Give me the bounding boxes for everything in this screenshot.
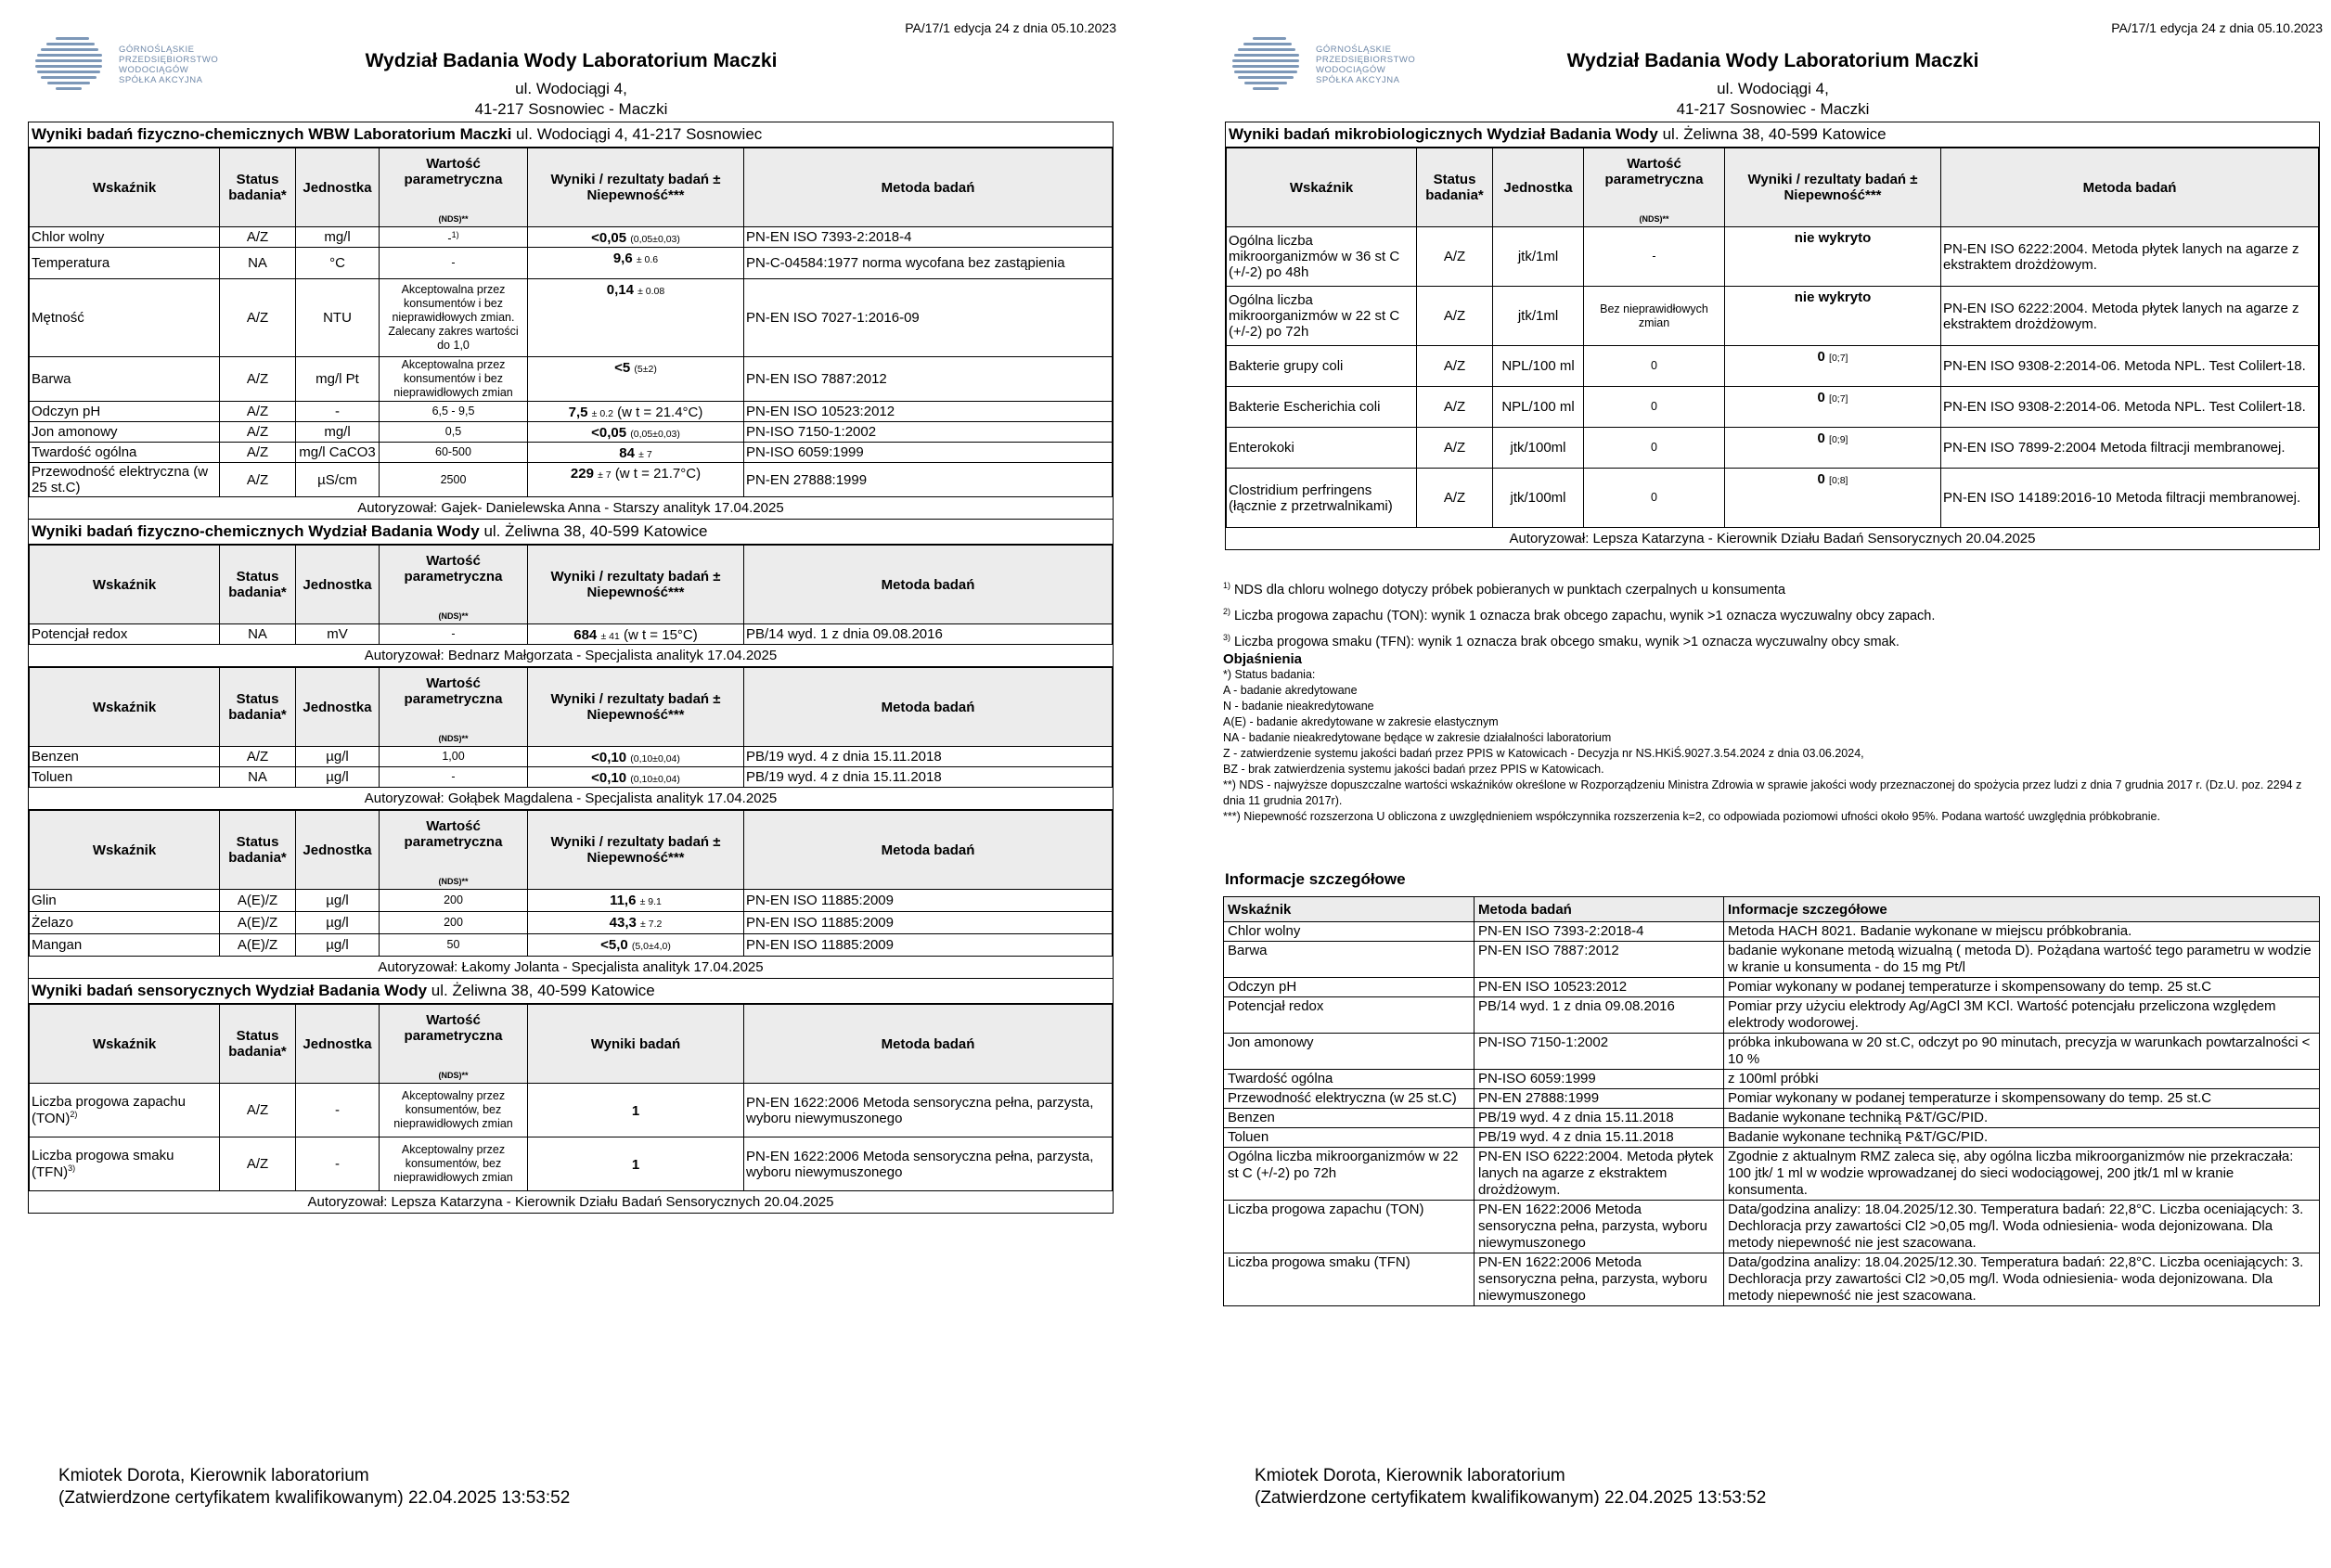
cell-nds: - — [1584, 227, 1725, 287]
info-row — [1224, 1109, 2320, 1128]
cell-wynik: 9,6 ± 0.6 — [528, 248, 744, 279]
cell-wynik: 684 ± 41 (w t = 15°C) — [528, 624, 744, 645]
cell-jednostka: mg/l — [296, 227, 380, 248]
cell-status: A/Z — [220, 443, 296, 463]
cell-nds: - — [380, 248, 528, 279]
table-row — [1227, 469, 2319, 528]
info-metoda: PN-ISO 7150-1:2002 — [1475, 1034, 1724, 1070]
info-wskaznik: Liczba progowa zapachu (TON) — [1224, 1201, 1475, 1253]
table-row — [30, 747, 1113, 767]
cell-jednostka: µg/l — [296, 912, 380, 934]
header-metoda: Metoda badań — [744, 668, 1113, 747]
cell-nds: - — [380, 767, 528, 788]
info-metoda: PN-EN ISO 10523:2012 — [1475, 978, 1724, 997]
cell-metoda: PN-EN 27888:1999 — [744, 463, 1113, 497]
header-wartosc: Wartość parametryczna (NDS)** — [380, 546, 528, 624]
cell-wynik: 0 [0;8] — [1725, 469, 1941, 528]
cell-wynik: 11,6 ± 9.1 — [528, 890, 744, 912]
cell-metoda: PN-EN ISO 7393-2:2018-4 — [744, 227, 1113, 248]
explanation-line: A(E) - badanie akredytowane w zakresie elastycznym — [1223, 715, 1499, 728]
info-szczegoly: Pomiar wykonany w podanej temperaturze i skompensowany do temp. 25 st.C — [1724, 1089, 2320, 1109]
table-row — [30, 279, 1113, 357]
cell-status: A/Z — [220, 747, 296, 767]
lab-address-line2: 41-217 Sosnowiec - Maczki — [474, 100, 668, 118]
detail-info-title: Informacje szczegółowe — [1225, 870, 1406, 888]
explanations-title: Objaśnienia — [1223, 651, 1303, 667]
cell-wynik: 1 — [528, 1137, 744, 1191]
cell-wynik: 7,5 ± 0.2 (w t = 21.4°C) — [528, 402, 744, 422]
cell-wskaznik: Mangan — [30, 934, 220, 957]
cell-nds: 2500 — [380, 463, 528, 497]
cell-metoda: PN-EN ISO 11885:2009 — [744, 912, 1113, 934]
info-metoda: PB/19 wyd. 4 z dnia 15.11.2018 — [1475, 1128, 1724, 1148]
cell-wskaznik: Potencjał redox — [30, 624, 220, 645]
cell-wskaznik: Chlor wolny — [30, 227, 220, 248]
explanation-line: BZ - brak zatwierdzenia systemu jakości badań przez PPIS w Katowicach. — [1223, 763, 1604, 776]
info-row — [1224, 1034, 2320, 1070]
cell-wskaznik: Temperatura — [30, 248, 220, 279]
cell-nds: 200 — [380, 890, 528, 912]
info-wskaznik: Ogólna liczba mikroorganizmów w 22 st C (+/-2) po 72h — [1224, 1148, 1475, 1201]
cell-jednostka: - — [296, 1084, 380, 1137]
footnote-3: $^{3)}$ Liczba progowa smaku (TFN): wynik 1 oznacza brak obcego smaku, wynik >1 oznacza wyczuwalny obcy smak. — [1223, 632, 1900, 649]
cell-metoda: PN-EN ISO 10523:2012 — [744, 402, 1113, 422]
info-row — [1224, 978, 2320, 997]
cell-status: A/Z — [220, 1137, 296, 1191]
info-wskaznik: Twardość ogólna — [1224, 1070, 1475, 1089]
info-row — [1224, 1070, 2320, 1089]
table-row — [1227, 346, 2319, 387]
cell-wskaznik: Toluen — [30, 767, 220, 788]
header-jednostka: Jednostka — [1493, 148, 1584, 227]
author-s3: Autoryzował: Gołąbek Magdalena - Specjalista analityk 17.04.2025 — [29, 788, 1113, 810]
header-wskaznik: Wskaźnik — [1227, 148, 1417, 227]
cell-nds: 1,00 — [380, 747, 528, 767]
cell-jednostka: µg/l — [296, 767, 380, 788]
cell-wynik: <5 (5±2) — [528, 357, 744, 402]
cell-wskaznik: Bakterie grupy coli — [1227, 346, 1417, 387]
header-jednostka: Jednostka — [296, 546, 380, 624]
author-s2: Autoryzował: Bednarz Małgorzata - Specjalista analityk 17.04.2025 — [29, 645, 1113, 667]
header-wyniki: Wyniki / rezultaty badań ± Niepewność*** — [528, 668, 744, 747]
cell-jednostka: µg/l — [296, 934, 380, 957]
cell-wynik: 1 — [528, 1084, 744, 1137]
lab-address-line2: 41-217 Sosnowiec - Maczki — [1676, 100, 1870, 118]
explanations — [1223, 651, 2318, 825]
header-metoda: Metoda badań — [744, 546, 1113, 624]
info-row — [1224, 1089, 2320, 1109]
cell-metoda: PN-EN 1622:2006 Metoda sensoryczna pełna, parzysta, wyboru niewymuszonego — [744, 1084, 1113, 1137]
info-szczegoly: próbka inkubowana w 20 st.C, odczyt po 90 minutach, precyzja w warunkach powtarzalności < 10 % — [1724, 1034, 2320, 1070]
cell-jednostka: °C — [296, 248, 380, 279]
explanation-line: N - badanie nieakredytowane — [1223, 700, 1374, 713]
cell-jednostka: - — [296, 402, 380, 422]
cell-status: NA — [220, 248, 296, 279]
header-status: Status badania* — [220, 148, 296, 227]
table-row — [30, 912, 1113, 934]
section-title-sensory: Wyniki badań sensorycznych Wydział Badania Wody ul. Żeliwna 38, 40-599 Katowice — [29, 979, 1113, 1004]
table-row — [30, 422, 1113, 443]
header-jednostka: Jednostka — [296, 811, 380, 890]
header-jednostka: Jednostka — [296, 1005, 380, 1084]
table-row — [30, 624, 1113, 645]
info-row — [1224, 942, 2320, 978]
cell-nds: 60-500 — [380, 443, 528, 463]
info-row — [1224, 1201, 2320, 1253]
header-jednostka: Jednostka — [296, 148, 380, 227]
cell-metoda: PN-EN ISO 7027-1:2016-09 — [744, 279, 1113, 357]
header-wartosc: Wartość parametryczna (NDS)** — [380, 811, 528, 890]
cell-metoda: PN-EN ISO 11885:2009 — [744, 934, 1113, 957]
cell-nds: Akceptowalna przez konsumentów i bez nieprawidłowych zmian. Zalecany zakres wartości do 1,0 — [380, 279, 528, 357]
cell-metoda: PN-EN ISO 6222:2004. Metoda płytek lanych na agarze z ekstraktem drożdżowym. — [1941, 227, 2319, 287]
cell-wynik: 84 ± 7 — [528, 443, 744, 463]
cell-status: A/Z — [1417, 428, 1493, 469]
info-wskaznik: Przewodność elektryczna (w 25 st.C) — [1224, 1089, 1475, 1109]
cell-status: A/Z — [1417, 287, 1493, 346]
cell-status: A(E)/Z — [220, 934, 296, 957]
footnote-1: $^{1)}$ NDS dla chloru wolnego dotyczy próbek pobieranych w punktach czerpalnych u konsumenta — [1223, 581, 1786, 598]
cell-metoda: PN-EN ISO 7899-2:2004 Metoda filtracji membranowej. — [1941, 428, 2319, 469]
explanation-line: A - badanie akredytowane — [1223, 684, 1358, 697]
info-wskaznik: Odczyn pH — [1224, 978, 1475, 997]
cell-wskaznik: Twardość ogólna — [30, 443, 220, 463]
info-header-row: Wskaźnik Metoda badań Informacje szczegółowe — [1224, 897, 2320, 922]
table-row — [30, 357, 1113, 402]
header-wskaznik: Wskaźnik — [30, 1005, 220, 1084]
cell-status: NA — [220, 767, 296, 788]
cell-status: A/Z — [220, 1084, 296, 1137]
header-wyniki: Wyniki badań — [528, 1005, 744, 1084]
info-wskaznik: Potencjał redox — [1224, 997, 1475, 1034]
explanations-body — [1223, 667, 2318, 825]
cell-jednostka: jtk/1ml — [1493, 227, 1584, 287]
header-wartosc: Wartość parametryczna (NDS)** — [380, 1005, 528, 1084]
footnotes — [1223, 575, 1935, 652]
header-wskaznik: Wskaźnik — [30, 668, 220, 747]
header-wartosc: Wartość parametryczna (NDS)** — [380, 668, 528, 747]
header-metoda: Metoda badań — [1941, 148, 2319, 227]
logo-text: GÓRNOŚLĄSKIE PRZEDSIĘBIORSTWO WODOCIĄGÓW SPÓŁKA AKCYJNA — [119, 45, 219, 85]
table-row — [30, 934, 1113, 957]
explanation-line: **) NDS - najwyższe dopuszczalne wartości wskaźników określone w Rozporządzeniu Ministra Zdrowia w sprawie jakości wody przeznaczonej do spożycia przez ludzi z dnia 7 grudnia 2017 r. (Dz.U. poz. 2294 z dnia 11 grudnia 2017r). — [1223, 778, 2302, 807]
table-row — [1227, 428, 2319, 469]
info-szczegoly: Pomiar przy użyciu elektrody Ag/AgCl 3M KCl. Wartość potencjału przeliczona względem elektrody wodorowej. — [1724, 997, 2320, 1034]
table-row — [30, 1137, 1113, 1191]
info-metoda: PN-EN 1622:2006 Metoda sensoryczna pełna, parzysta, wyboru niewymuszonego — [1475, 1253, 1724, 1306]
table-row — [30, 890, 1113, 912]
header-wartosc: Wartość parametryczna (NDS)** — [380, 148, 528, 227]
info-szczegoly: Badanie wykonane techniką P&T/GC/PID. — [1724, 1109, 2320, 1128]
lab-address-line1: ul. Wodociągi 4, — [515, 80, 627, 97]
doc-code: PA/17/1 edycja 24 z dnia 05.10.2023 — [2111, 20, 2323, 35]
cell-nds: 0 — [1584, 469, 1725, 528]
cell-wskaznik: Odczyn pH — [30, 402, 220, 422]
info-row — [1224, 1253, 2320, 1306]
cell-wynik: 0 [0;9] — [1725, 428, 1941, 469]
info-metoda: PN-EN 27888:1999 — [1475, 1089, 1724, 1109]
cell-status: A/Z — [1417, 469, 1493, 528]
cell-nds: 50 — [380, 934, 528, 957]
cell-metoda: PN-EN ISO 9308-2:2014-06. Metoda NPL. Test Colilert-18. — [1941, 387, 2319, 428]
header-metoda: Metoda badań — [744, 148, 1113, 227]
cell-jednostka: jtk/100ml — [1493, 428, 1584, 469]
header-wskaznik: Wskaźnik — [30, 546, 220, 624]
cell-metoda: PN-EN ISO 11885:2009 — [744, 890, 1113, 912]
explanation-line: ***) Niepewność rozszerzona U obliczona z uwzględnieniem współczynnika rozszerzenia k=2, co odpowiada poziomowi ufności około 95%. Podana wartość uwzględnia próbkobranie. — [1223, 810, 2160, 823]
header-status: Status badania* — [1417, 148, 1493, 227]
cell-metoda: PN-ISO 6059:1999 — [744, 443, 1113, 463]
signature-block: Kmiotek Dorota, Kierownik laboratorium (Zatwierdzone certyfikatem kwalifikowanym) 22.04.2025 13:53:52 — [58, 1466, 571, 1508]
cell-jednostka: jtk/1ml — [1493, 287, 1584, 346]
section-title-microbio: Wyniki badań mikrobiologicznych Wydział Badania Wody ul. Żeliwna 38, 40-599 Katowice — [1226, 122, 2319, 148]
author-s1: Autoryzował: Gajek- Danielewska Anna - Starszy analityk 17.04.2025 — [29, 497, 1113, 520]
cell-status: A/Z — [1417, 227, 1493, 287]
header-status: Status badania* — [220, 811, 296, 890]
logo-text: GÓRNOŚLĄSKIE PRZEDSIĘBIORSTWO WODOCIĄGÓW SPÓŁKA AKCYJNA — [1316, 45, 1416, 85]
table-physchem-maczki — [29, 148, 1113, 497]
section-title-physchem-katowice: Wyniki badań fizyczno-chemicznych Wydział Badania Wody ul. Żeliwna 38, 40-599 Katowice — [29, 520, 1113, 545]
info-row — [1224, 1128, 2320, 1148]
header-metoda: Metoda badań — [744, 811, 1113, 890]
cell-jednostka: mg/l — [296, 422, 380, 443]
table-row — [1227, 227, 2319, 287]
cell-wskaznik: Jon amonowy — [30, 422, 220, 443]
info-wskaznik: Benzen — [1224, 1109, 1475, 1128]
signature-block: Kmiotek Dorota, Kierownik laboratorium (Zatwierdzone certyfikatem kwalifikowanym) 22.04.2025 13:53:52 — [1255, 1466, 1767, 1508]
cell-wynik: <5,0 (5,0±4,0) — [528, 934, 744, 957]
info-wskaznik: Chlor wolny — [1224, 922, 1475, 942]
cell-nds: 6,5 - 9,5 — [380, 402, 528, 422]
cell-status: A/Z — [220, 279, 296, 357]
table-benzen-toluen — [29, 667, 1113, 788]
cell-status: A/Z — [220, 463, 296, 497]
cell-wskaznik: Glin — [30, 890, 220, 912]
explanation-line: Z - zatwierdzenie systemu jakości badań przez PPIS w Katowicach - Decyzja nr NS.HKiŚ.9027.3.54.2024 z dnia 03.06.2024, — [1223, 747, 1864, 760]
header-wskaznik: Wskaźnik — [30, 811, 220, 890]
cell-jednostka: mg/l Pt — [296, 357, 380, 402]
author-s5: Autoryzował: Lepsza Katarzyna - Kierownik Działu Badań Sensorycznych 20.04.2025 — [307, 1194, 834, 1211]
cell-wskaznik: Enterokoki — [1227, 428, 1417, 469]
table-row — [30, 402, 1113, 422]
cell-metoda: PN-EN ISO 7887:2012 — [744, 357, 1113, 402]
cell-wynik: <0,05 (0,05±0,03) — [528, 227, 744, 248]
cell-wynik: 43,3 ± 7.2 — [528, 912, 744, 934]
info-wskaznik: Toluen — [1224, 1128, 1475, 1148]
cell-wskaznik: Bakterie Escherichia coli — [1227, 387, 1417, 428]
cell-wskaznik: Ogólna liczba mikroorganizmów w 22 st C (+/-2) po 72h — [1227, 287, 1417, 346]
info-wskaznik: Jon amonowy — [1224, 1034, 1475, 1070]
header-status: Status badania* — [220, 668, 296, 747]
table-sensory — [29, 1004, 1113, 1191]
header-status: Status badania* — [220, 1005, 296, 1084]
info-szczegoly: Data/godzina analizy: 18.04.2025/12.30. Temperatura badań: 22,8°C. Liczba oceniających: 3. Dechloracja przy zawartości Cl2 >0,05 mg/l. Woda odniesienia- woda dejonizowana. Dla metody niepewność nie jest szacowana. — [1724, 1201, 2320, 1253]
cell-nds: Akceptowalna przez konsumentów i bez nieprawidłowych zmian — [380, 357, 528, 402]
cell-jednostka: jtk/100ml — [1493, 469, 1584, 528]
table-row — [30, 443, 1113, 463]
header-jednostka: Jednostka — [296, 668, 380, 747]
cell-nds: Akceptowalny przez konsumentów, bez nieprawidłowych zmian — [380, 1137, 528, 1191]
cell-jednostka: µg/l — [296, 890, 380, 912]
table-detail-info — [1223, 896, 2320, 1306]
lab-title: Wydział Badania Wody Laboratorium Maczki — [365, 50, 778, 71]
info-row — [1224, 997, 2320, 1034]
header-wyniki: Wyniki / rezultaty badań ± Niepewność*** — [528, 811, 744, 890]
cell-nds: Bez nieprawidłowych zmian — [1584, 287, 1725, 346]
results-sheet-left — [28, 122, 1114, 1214]
cell-jednostka: µg/l — [296, 747, 380, 767]
cell-wynik: 0 [0;7] — [1725, 346, 1941, 387]
cell-wskaznik: Barwa — [30, 357, 220, 402]
cell-metoda: PN-EN 1622:2006 Metoda sensoryczna pełna, parzysta, wyboru niewymuszonego — [744, 1137, 1113, 1191]
cell-wynik: 0 [0;7] — [1725, 387, 1941, 428]
cell-wskaznik: Przewodność elektryczna (w 25 st.C) — [30, 463, 220, 497]
info-row — [1224, 922, 2320, 942]
cell-status: A(E)/Z — [220, 890, 296, 912]
header-wyniki: Wyniki / rezultaty badań ± Niepewność*** — [528, 148, 744, 227]
cell-wskaznik: Liczba progowa smaku (TFN)$^{3)}$ — [30, 1137, 220, 1191]
cell-metoda: PB/14 wyd. 1 z dnia 09.08.2016 — [744, 624, 1113, 645]
cell-nds: 0 — [1584, 346, 1725, 387]
cell-wskaznik: Clostridium perfringens (łącznie z przetrwalnikami) — [1227, 469, 1417, 528]
cell-wynik: 229 ± 7 (w t = 21.7°C) — [528, 463, 744, 497]
lab-address-line1: ul. Wodociągi 4, — [1717, 80, 1829, 97]
info-metoda: PB/19 wyd. 4 z dnia 15.11.2018 — [1475, 1109, 1724, 1128]
info-wskaznik: Barwa — [1224, 942, 1475, 978]
info-metoda: PN-EN 1622:2006 Metoda sensoryczna pełna, parzysta, wyboru niewymuszonego — [1475, 1201, 1724, 1253]
cell-metoda: PN-ISO 7150-1:2002 — [744, 422, 1113, 443]
table-redox — [29, 545, 1113, 645]
explanation-line: *) Status badania: — [1223, 668, 1316, 681]
cell-wynik: <0,10 (0,10±0,04) — [528, 747, 744, 767]
cell-metoda: PN-C-04584:1977 norma wycofana bez zastąpienia — [744, 248, 1113, 279]
header-status: Status badania* — [220, 546, 296, 624]
cell-status: NA — [220, 624, 296, 645]
info-szczegoly: badanie wykonane metodą wizualną ( metoda D). Pożądana wartość tego parametru w wodzie w kranie u konsumenta - do 15 mg Pt/l — [1724, 942, 2320, 978]
results-sheet-right — [1225, 122, 2320, 550]
header-wskaznik: Wskaźnik — [30, 148, 220, 227]
cell-jednostka: NPL/100 ml — [1493, 387, 1584, 428]
cell-status: A/Z — [220, 357, 296, 402]
cell-status: A/Z — [1417, 346, 1493, 387]
info-metoda: PN-EN ISO 7887:2012 — [1475, 942, 1724, 978]
page-left — [26, 0, 1116, 1568]
cell-wynik: nie wykryto — [1725, 287, 1941, 346]
cell-metoda: PB/19 wyd. 4 z dnia 15.11.2018 — [744, 767, 1113, 788]
cell-status: A/Z — [1417, 387, 1493, 428]
cell-wynik: 0,14 ± 0.08 — [528, 279, 744, 357]
explanation-line: NA - badanie nieakredytowane będące w zakresie działalności laboratorium — [1223, 731, 1612, 744]
table-row — [1227, 387, 2319, 428]
cell-nds: Akceptowalny przez konsumentów, bez nieprawidłowych zmian — [380, 1084, 528, 1137]
lab-title: Wydział Badania Wody Laboratorium Maczki — [1566, 50, 1979, 71]
cell-wynik: <0,05 (0,05±0,03) — [528, 422, 744, 443]
info-szczegoly: Data/godzina analizy: 18.04.2025/12.30. Temperatura badań: 22,8°C. Liczba oceniających: 3. Dechloracja przy zawartości Cl2 >0,05 mg/l. Woda odniesienia- woda dejonizowana. Dla metody niepewność nie jest szacowana. — [1724, 1253, 2320, 1306]
header-wyniki: Wyniki / rezultaty badań ± Niepewność*** — [528, 546, 744, 624]
info-metoda: PN-EN ISO 7393-2:2018-4 — [1475, 922, 1724, 942]
author-microbio: Autoryzował: Lepsza Katarzyna - Kierownik Działu Badań Sensorycznych 20.04.2025 — [1509, 531, 2036, 546]
cell-jednostka: - — [296, 1137, 380, 1191]
table-microbio — [1226, 148, 2319, 528]
info-szczegoly: Metoda HACH 8021. Badanie wykonane w miejscu próbkobrania. — [1724, 922, 2320, 942]
table-header — [30, 148, 1113, 227]
cell-metoda: PN-EN ISO 9308-2:2014-06. Metoda NPL. Test Colilert-18. — [1941, 346, 2319, 387]
cell-nds: 0 — [1584, 428, 1725, 469]
cell-jednostka: µS/cm — [296, 463, 380, 497]
cell-wynik: nie wykryto — [1725, 227, 1941, 287]
cell-jednostka: mg/l CaCO3 — [296, 443, 380, 463]
cell-jednostka: NTU — [296, 279, 380, 357]
cell-nds: 0,5 — [380, 422, 528, 443]
cell-status: A(E)/Z — [220, 912, 296, 934]
cell-wynik: <0,10 (0,10±0,04) — [528, 767, 744, 788]
cell-wskaznik: Ogólna liczba mikroorganizmów w 36 st C (+/-2) po 48h — [1227, 227, 1417, 287]
info-row — [1224, 1148, 2320, 1201]
info-szczegoly: Zgodnie z aktualnym RMZ zaleca się, aby ogólna liczba mikroorganizmów nie przekraczała: 100 jtk/ 1 ml w wodzie wprowadzanej do sieci wodociągowej, 200 jtk/1 ml w kranie konsumenta. — [1724, 1148, 2320, 1201]
cell-status: A/Z — [220, 402, 296, 422]
table-metals — [29, 810, 1113, 957]
info-szczegoly: Pomiar wykonany w podanej temperaturze i skompensowany do temp. 25 st.C — [1724, 978, 2320, 997]
header-wyniki: Wyniki / rezultaty badań ± Niepewność*** — [1725, 148, 1941, 227]
cell-nds: 0 — [1584, 387, 1725, 428]
cell-metoda: PN-EN ISO 14189:2016-10 Metoda filtracji membranowej. — [1941, 469, 2319, 528]
cell-jednostka: mV — [296, 624, 380, 645]
header-metoda: Metoda badań — [744, 1005, 1113, 1084]
cell-wskaznik: Liczba progowa zapachu (TON)$^{2)}$ — [30, 1084, 220, 1137]
cell-wskaznik: Żelazo — [30, 912, 220, 934]
page-right — [1223, 0, 2323, 1568]
cell-status: A/Z — [220, 422, 296, 443]
cell-wskaznik: Benzen — [30, 747, 220, 767]
cell-wskaznik: Mętność — [30, 279, 220, 357]
info-metoda: PN-ISO 6059:1999 — [1475, 1070, 1724, 1089]
author-s4: Autoryzował: Łakomy Jolanta - Specjalista analityk 17.04.2025 — [29, 957, 1113, 979]
info-metoda: PB/14 wyd. 1 z dnia 09.08.2016 — [1475, 997, 1724, 1034]
table-row — [1227, 287, 2319, 346]
info-metoda: PN-EN ISO 6222:2004. Metoda płytek lanych na agarze z ekstraktem drożdżowym. — [1475, 1148, 1724, 1201]
doc-code: PA/17/1 edycja 24 z dnia 05.10.2023 — [905, 20, 1116, 35]
table-row — [30, 1084, 1113, 1137]
cell-jednostka: NPL/100 ml — [1493, 346, 1584, 387]
table-row — [30, 227, 1113, 248]
table-row — [30, 463, 1113, 497]
cell-metoda: PN-EN ISO 6222:2004. Metoda płytek lanych na agarze z ekstraktem drożdżowym. — [1941, 287, 2319, 346]
cell-nds: 200 — [380, 912, 528, 934]
cell-metoda: PB/19 wyd. 4 z dnia 15.11.2018 — [744, 747, 1113, 767]
cell-nds: -$^{1)}$ — [380, 227, 528, 248]
info-wskaznik: Liczba progowa smaku (TFN) — [1224, 1253, 1475, 1306]
cell-status: A/Z — [220, 227, 296, 248]
footnote-2: $^{2)}$ Liczba progowa zapachu (TON): wynik 1 oznacza brak obcego zapachu, wynik >1 oznacza wyczuwalny obcy zapach. — [1223, 606, 1936, 623]
cell-nds: - — [380, 624, 528, 645]
info-szczegoly: Badanie wykonane techniką P&T/GC/PID. — [1724, 1128, 2320, 1148]
header-wartosc: Wartość parametryczna (NDS)** — [1584, 148, 1725, 227]
table-row — [30, 767, 1113, 788]
table-row — [30, 248, 1113, 279]
section-title-physchem-maczki: Wyniki badań fizyczno-chemicznych WBW Laboratorium Maczki ul. Wodociągi 4, 41-217 Sosnowiec — [29, 122, 1113, 148]
info-szczegoly: z 100ml próbki — [1724, 1070, 2320, 1089]
